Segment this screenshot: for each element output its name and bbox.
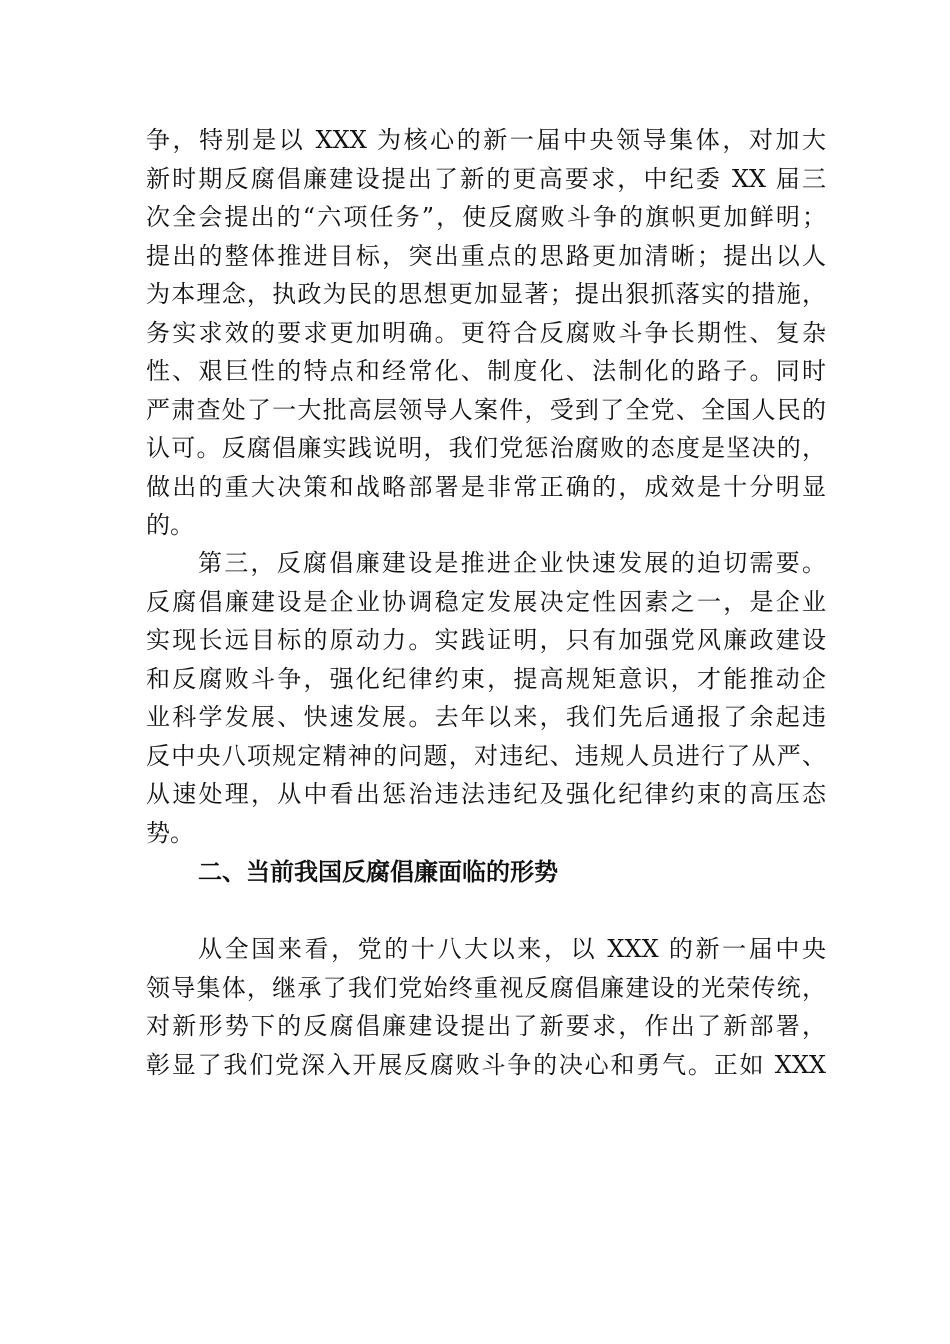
paragraph-third-point [146, 544, 826, 852]
text-line: 为本理念，执政为民的思想更加显著；提出狠抓落实的措施， [146, 280, 826, 308]
text-line: 的。 [146, 511, 194, 539]
text-line: 争，特别是以 XXX 为核心的新一届中央领导集体，对加大 [146, 126, 826, 154]
text-line: 提出的整体推进目标，突出重点的思路更加清晰；提出以人 [146, 241, 826, 270]
text-line: 反腐倡廉建设是企业协调稳定发展决定性因素之一，是企业 [146, 587, 826, 616]
text-line: 领导集体，继承了我们党始终重视反腐倡廉建设的光荣传统， [146, 973, 826, 1002]
text-line: 认可。反腐倡廉实践说明，我们党惩治腐败的态度是坚决的， [146, 434, 826, 462]
text-line: 严肃查处了一大批高层领导人案件，受到了全党、全国人民的 [146, 395, 826, 424]
text-line: 次全会提出的“六项任务”，使反腐败斗争的旗帜更加鲜明； [146, 203, 826, 231]
section-heading: 二、当前我国反腐倡廉面临的形势 [198, 858, 558, 886]
text-line: 对新形势下的反腐倡廉建设提出了新要求，作出了新部署， [146, 1012, 826, 1040]
text-line: 和反腐败斗争，强化纪律约束，提高规矩意识，才能推动企 [146, 664, 826, 693]
text-line: 业科学发展、快速发展。去年以来，我们先后通报了余起违 [146, 703, 826, 731]
text-line: 务实求效的要求更加明确。更符合反腐败斗争长期性、复杂 [146, 318, 826, 347]
text-line: 从全国来看，党的十八大以来，以 XXX 的新一届中央 [198, 935, 826, 963]
text-line: 第三，反腐倡廉建设是推进企业快速发展的迫切需要。 [198, 549, 826, 577]
text-line: 新时期反腐倡廉建设提出了新的更高要求，中纪委 XX 届三 [146, 164, 826, 193]
text-line: 从速处理，从中看出惩治违法违纪及强化纪律约束的高压态 [146, 780, 826, 808]
text-line: 势。 [146, 818, 194, 847]
paragraph-national-view [146, 930, 826, 1084]
text-line: 实现长远目标的原动力。实践证明，只有加强党风廉政建设 [146, 626, 826, 654]
section-heading-block [146, 853, 826, 892]
text-line: 性、艰巨性的特点和经常化、制度化、法制化的路子。同时 [146, 357, 826, 385]
text-line: 反中央八项规定精神的问题，对违纪、违规人员进行了从严、 [146, 741, 826, 770]
text-line: 彰显了我们党深入开展反腐败斗争的决心和勇气。正如 XXX [146, 1050, 826, 1079]
paragraph-leadership [146, 121, 826, 545]
text-line: 做出的重大决策和战略部署是非常正确的，成效是十分明显 [146, 472, 826, 501]
